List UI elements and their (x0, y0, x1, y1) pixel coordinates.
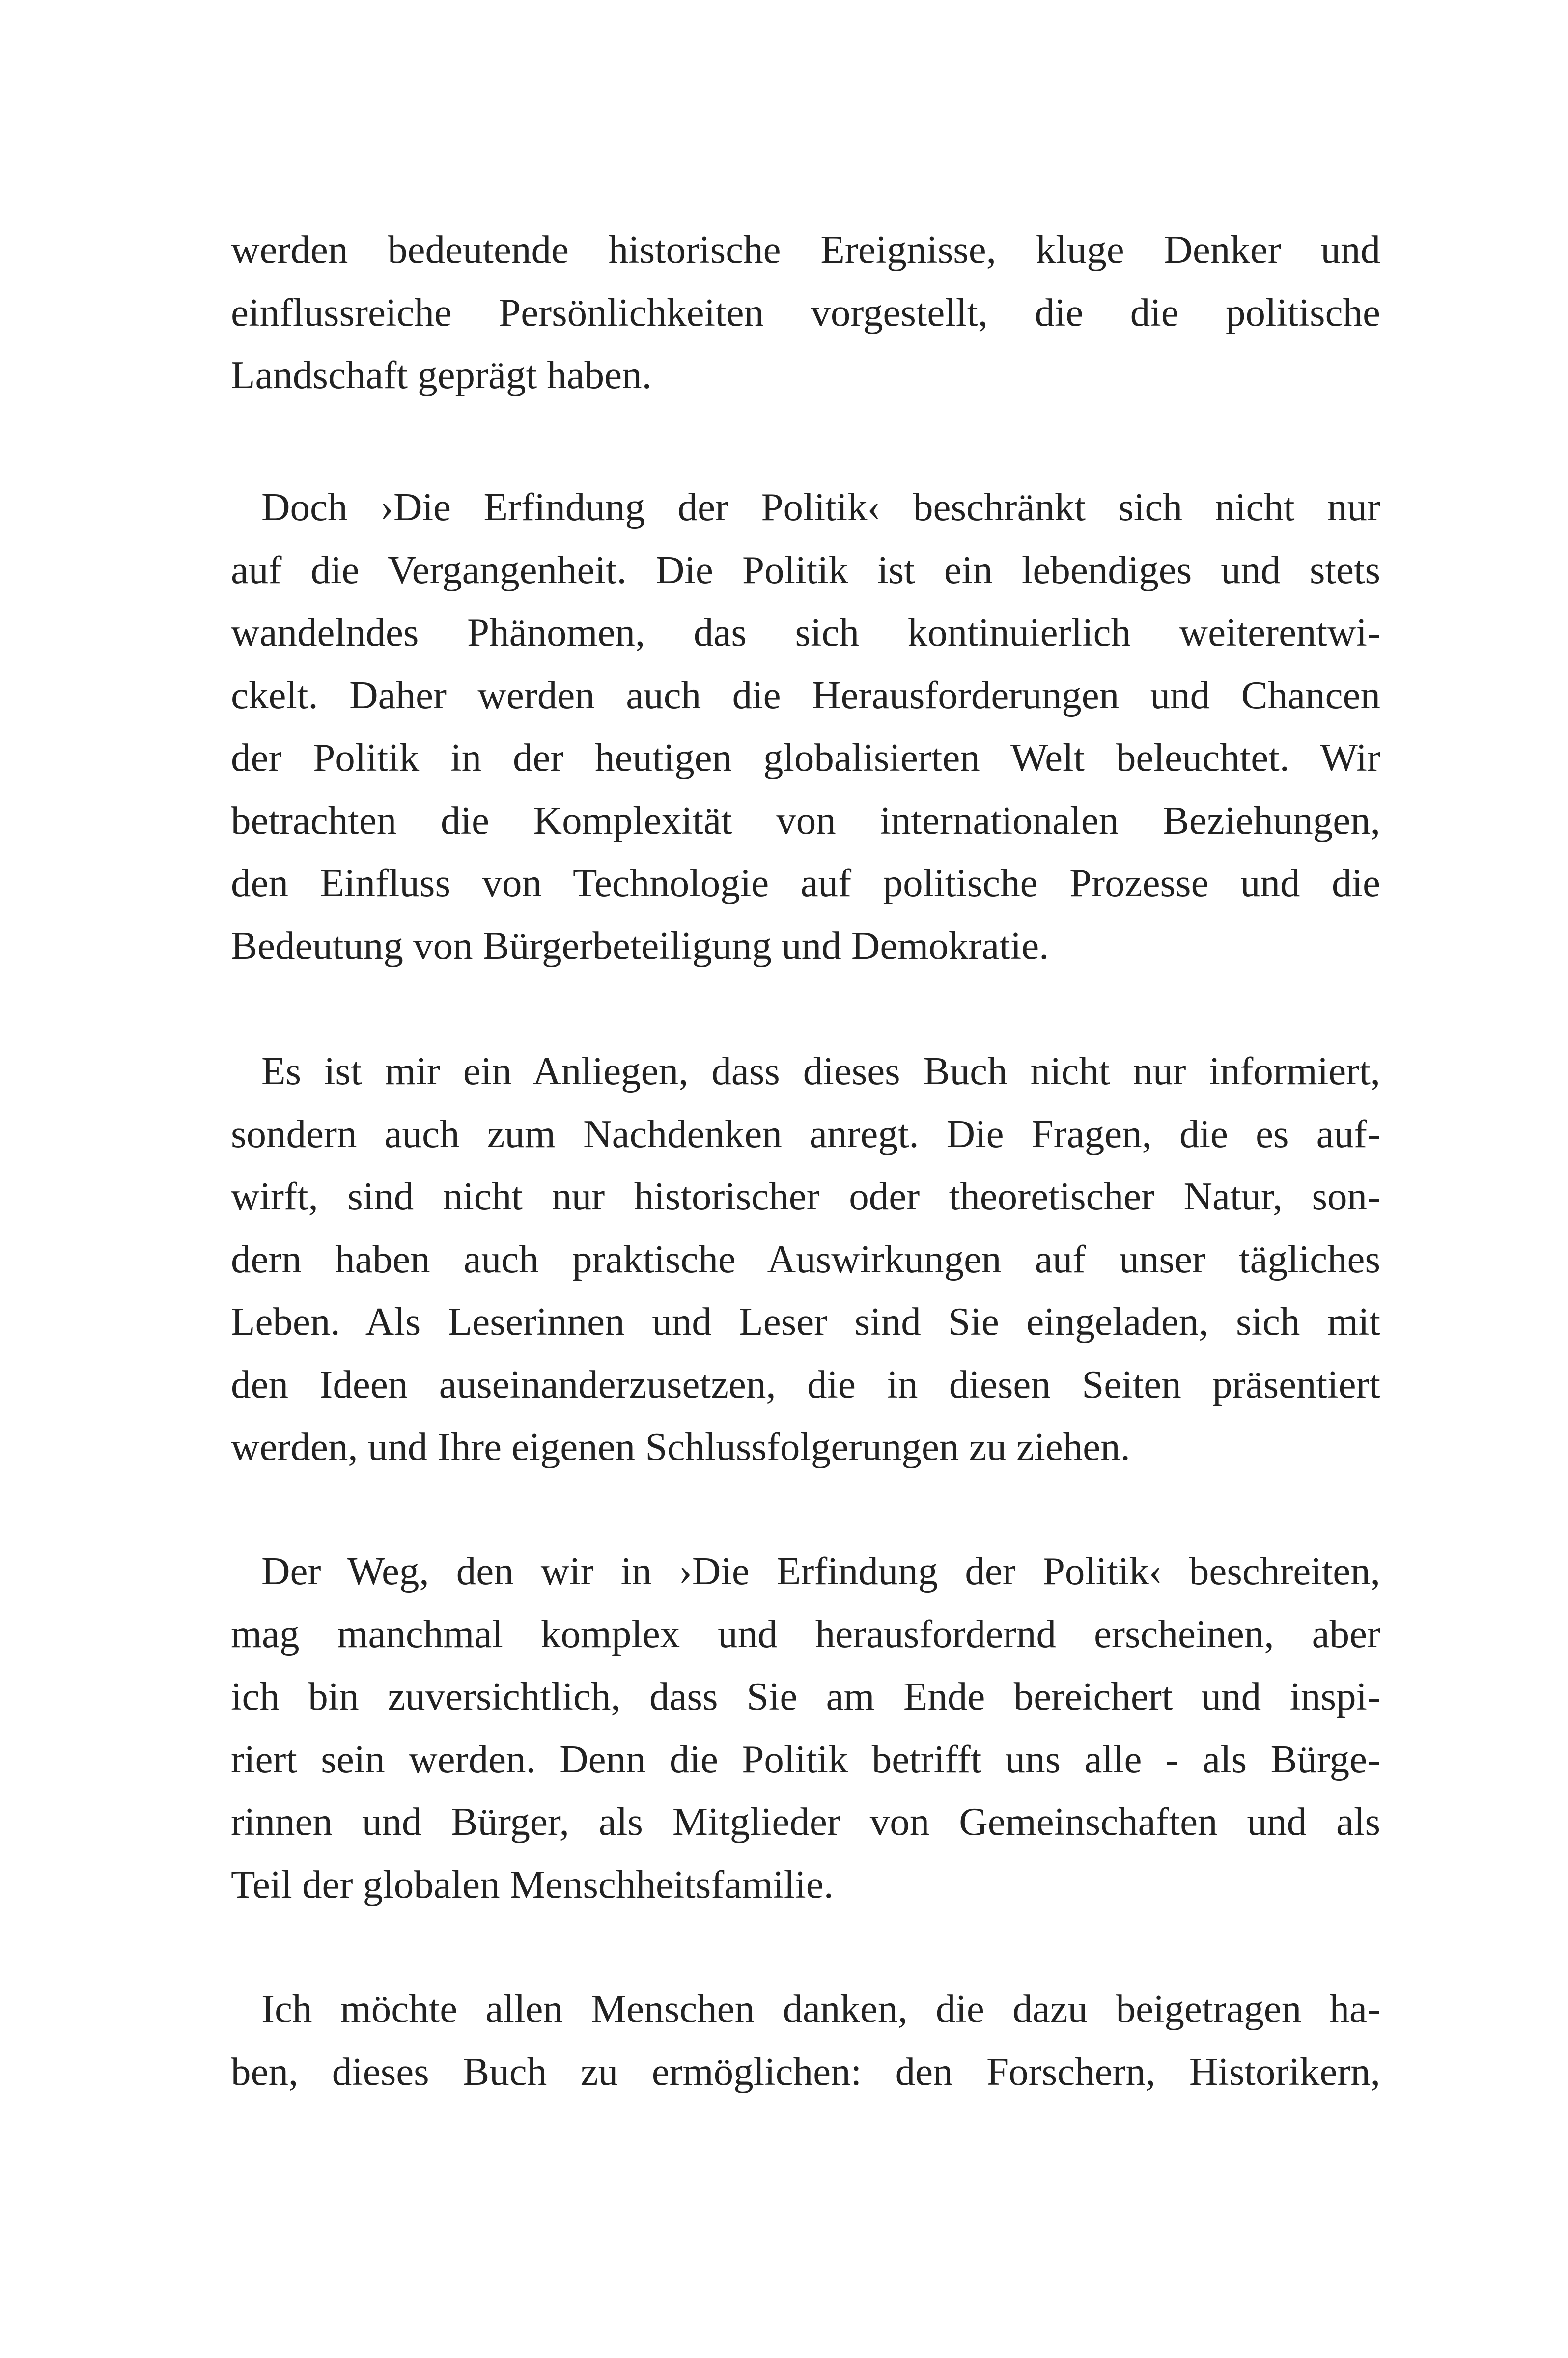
paragraph-4 (231, 1540, 1380, 1916)
text-line: Leben. Als Leserinnen und Leser sind Sie eingeladen, sich mit (231, 1299, 1380, 1344)
paragraph-2 (231, 476, 1380, 977)
text-line: auf die Vergangenheit. Die Politik ist ein lebendiges und stets (231, 547, 1380, 592)
text-line: Es ist mir ein Anliegen, dass dieses Buch nicht nur informiert, (261, 1049, 1380, 1093)
text-line: werden, und Ihre eigenen Schlussfolgerungen zu ziehen. (231, 1425, 1130, 1469)
text-line: betrachten die Komplexität von internationalen Beziehungen, (231, 798, 1380, 842)
text-line: Der Weg, den wir in ›Die Erfindung der Politik‹ beschreiten, (261, 1549, 1380, 1593)
text-line: ich bin zuversichtlich, dass Sie am Ende bereichert und inspi- (231, 1674, 1380, 1718)
text-line: ckelt. Daher werden auch die Herausforderungen und Chancen (231, 673, 1380, 717)
text-line: wandelndes Phänomen, das sich kontinuierlich weiterentwi- (231, 610, 1380, 654)
text-line: Ich möchte allen Menschen danken, die dazu beigetragen ha- (261, 1987, 1380, 2031)
text-line: rinnen und Bürger, als Mitglieder von Gemeinschaften und als (231, 1799, 1380, 1844)
paragraph-3 (231, 1040, 1380, 1479)
text-line: Doch ›Die Erfindung der Politik‹ beschränkt sich nicht nur (261, 485, 1380, 529)
paragraph-5 (231, 1978, 1380, 2103)
text-line: sondern auch zum Nachdenken anregt. Die Fragen, die es auf- (231, 1111, 1380, 1156)
text-line: werden bedeutende historische Ereignisse, kluge Denker und (231, 227, 1380, 272)
text-line: den Einfluss von Technologie auf politische Prozesse und die (231, 861, 1380, 905)
paragraph-1 (231, 219, 1380, 407)
text-line: einflussreiche Persönlichkeiten vorgestellt, die die politische (231, 290, 1380, 335)
text-line: Teil der globalen Menschheitsfamilie. (231, 1862, 834, 1907)
text-line: mag manchmal komplex und herausfordernd erscheinen, aber (231, 1611, 1380, 1656)
text-line: den Ideen auseinanderzusetzen, die in diesen Seiten präsentiert (231, 1362, 1380, 1406)
text-line: Landschaft geprägt haben. (231, 353, 652, 397)
text-line: dern haben auch praktische Auswirkungen auf unser tägliches (231, 1236, 1380, 1281)
text-line: Bedeutung von Bürgerbeteiligung und Demokratie. (231, 923, 1049, 968)
text-line: wirft, sind nicht nur historischer oder theoretischer Natur, son- (231, 1174, 1380, 1218)
text-line: der Politik in der heutigen globalisierten Welt beleuchtet. Wir (231, 735, 1380, 780)
text-line: riert sein werden. Denn die Politik betrifft uns alle - als Bürge- (231, 1737, 1380, 1781)
text-line: ben, dieses Buch zu ermöglichen: den Forschern, Historikern, (231, 2049, 1380, 2094)
